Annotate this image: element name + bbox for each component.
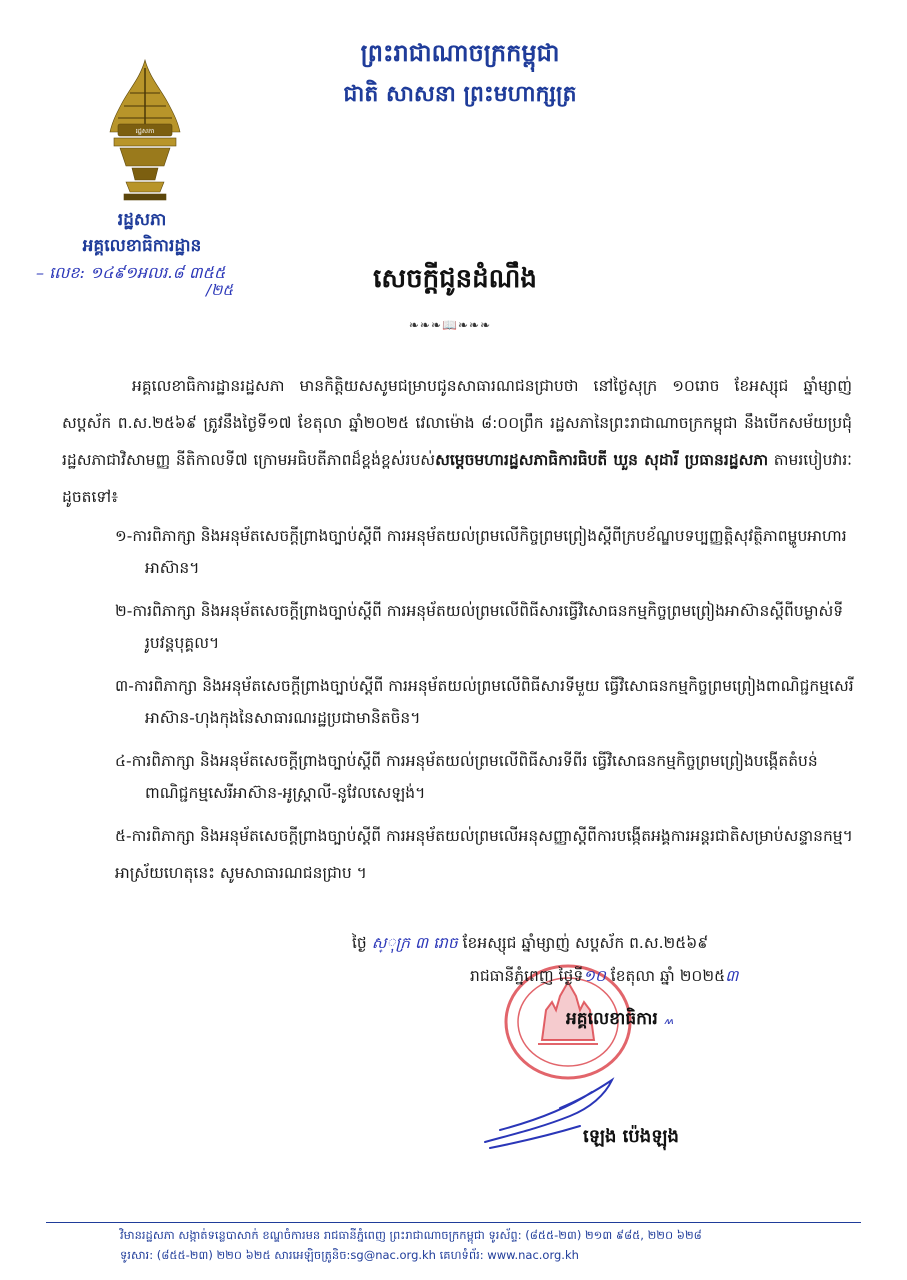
document-title: សេចក្តីជូនដំណឹង (373, 264, 537, 294)
kingdom-title: ព្រះរាជាណាចក្រកម្ពុជា (360, 38, 560, 67)
lunar-date-line (352, 933, 872, 956)
agenda-item: ១-ការពិភាក្សា និងអនុម័តសេចក្តីព្រាងច្បាប់ស្តីពី ការអនុម័តយល់ព្រមលើកិច្ចព្រមព្រៀងស្តីពីក្របខ័ណ្ឌបទប្បញ្ញត្តិសុវត្ថិភាពម្ហូបអាហារអាស៊ាន។ (115, 527, 847, 577)
agenda-item: ៥-ការពិភាក្សា និងអនុម័តសេចក្តីព្រាងច្បាប់ស្តីពី ការអនុម័តយល់ព្រមលើអនុសញ្ញាស្តីពីការបង្កើតអង្គការអន្តរជាតិសម្រាប់សន្ទានកម្ម។ (115, 827, 853, 845)
agenda-item: ៣-ការពិភាក្សា និងអនុម័តសេចក្តីព្រាងច្បាប់ស្តីពី ការអនុម័តយល់ព្រមលើពិធីសារទីមួយ ធ្វើវិសោធនកម្មកិច្ចព្រមព្រៀងពាណិជ្ជកម្មសេរីអាស៊ាន-ហុងកុងនៃសាធារណរដ្ឋប្រជាមានិតចិន។ (115, 677, 854, 727)
agenda-item: ២-ការពិភាក្សា និងអនុម័តសេចក្តីព្រាងច្បាប់ស្តីពី ការអនុម័តយល់ព្រមលើពិធីសារធ្វើវិសោធនកម្មកិច្ចព្រមព្រៀងអាស៊ានស្តីពីបម្លាស់ទីរូបវន្តបុគ្គល។ (115, 602, 844, 652)
place-date-prefix: រាជធានីភ្នំពេញ ថ្ងៃទី (470, 967, 584, 985)
handwritten-day: ១០ (583, 967, 606, 985)
place-date-suffix: ខែតុលា ឆ្នាំ ២០២៥ (605, 967, 726, 985)
date-suffix: ខែអស្សុជ ឆ្នាំម្សាញ់ សប្តស័ក ព.ស.២៥៦៩ (457, 934, 709, 952)
agenda-item: ៤-ការពិភាក្សា និងអនុម័តសេចក្តីព្រាងច្បាប់ស្តីពី ការអនុម័តយល់ព្រមលើពិធីសារទីពីរ ធ្វើវិសោធនកម្មកិច្ចព្រមព្រៀងបង្កើតតំបន់ពាណិជ្ជកម្មសេរីអាស៊ាន-អូស្ត្រាលី-នូវែលសេឡង់។ (115, 752, 818, 802)
national-motto: ជាតិ សាសនា ព្រះមហាក្សត្រ (343, 81, 577, 107)
president-name: សម្តេចមហារដ្ឋសភាធិការធិបតី ឃួន សុដារី ប្រធានរដ្ឋសភា (435, 451, 769, 469)
title-initial: ៳ (663, 1012, 674, 1028)
signatory-name: ឡេង ប៉េងឡុង (583, 1126, 679, 1147)
footer-address: វិមានរដ្ឋសភា សង្កាត់ទន្លេបាសាក់ ខណ្ឌចំការមន រាជធានីភ្នំពេញ ព្រះរាជាណាចក្រកម្ពុជា ទូរស័ព្ទ: (៨៥៥-២៣) ២១៣ ៩៨៥, ២២០ ៦២៨ (120, 1228, 702, 1242)
title-ornament: ❧❧❧📖❧❧❧ (408, 318, 492, 332)
handwritten-tail: ៣ (725, 967, 739, 985)
national-assembly-emblem-icon (100, 58, 190, 208)
emblem-label: រដ្ឋសភា (135, 127, 155, 135)
institution-department: អគ្គលេខាធិការដ្ឋាន (82, 236, 202, 256)
agenda-list (115, 520, 855, 863)
intro-text: អគ្គលេខាធិការដ្ឋានរដ្ឋសភា មានកិត្តិយសសូមជម្រាបជូនសាធារណជនជ្រាបថា នៅថ្ងៃសុក្រ ១០រោច ខែអស្សុជ ឆ្នាំម្សាញ់ សប្តស័ក ព.ស.២៥៦៩ ត្រូវនឹងថ្ងៃទី១៧ ខែតុលា ឆ្នាំ២០២៥ វេលាម៉ោង ៨:០០ព្រឹក រដ្ឋសភានៃព្រះរាជាណាចក្រកម្ពុជា នឹងបើកសម័យប្រជុំរដ្ឋសភាជាវិសាមញ្ញ នីតិកាលទី៧ ក្រោមអធិបតីភាពដ៏ខ្ពង់ខ្ពស់របស់ (62, 377, 852, 469)
reference-number: – លេខ: ១៤៩១អលរ.៨ ៣៥៥ (36, 263, 226, 282)
closing-line: អាស្រ័យហេតុនេះ សូមសាធារណជនជ្រាប ។ (115, 864, 367, 882)
date-prefix: ថ្ងៃ (352, 934, 367, 952)
announcement-body (62, 368, 852, 516)
institution-name: រដ្ឋសភា (117, 210, 167, 230)
signatory-title: អគ្គលេខាធិការ ៳ (566, 1009, 674, 1029)
footer-divider (46, 1222, 861, 1223)
place-date-line (470, 966, 880, 989)
handwritten-date: ស្ុក្រ ៣ រោច (371, 934, 458, 952)
reference-suffix: /២៥ (206, 281, 234, 299)
footer-contact: ទូរសារ: (៨៥៥-២៣) ២២០ ៦២៥ សារអេឡិចត្រូនិច:sg@nac.org.kh គេហទំព័រ: www.nac.org.kh (120, 1248, 579, 1262)
intro-tail: តាមរបៀបវារៈដូចតទៅ៖ (62, 451, 853, 506)
